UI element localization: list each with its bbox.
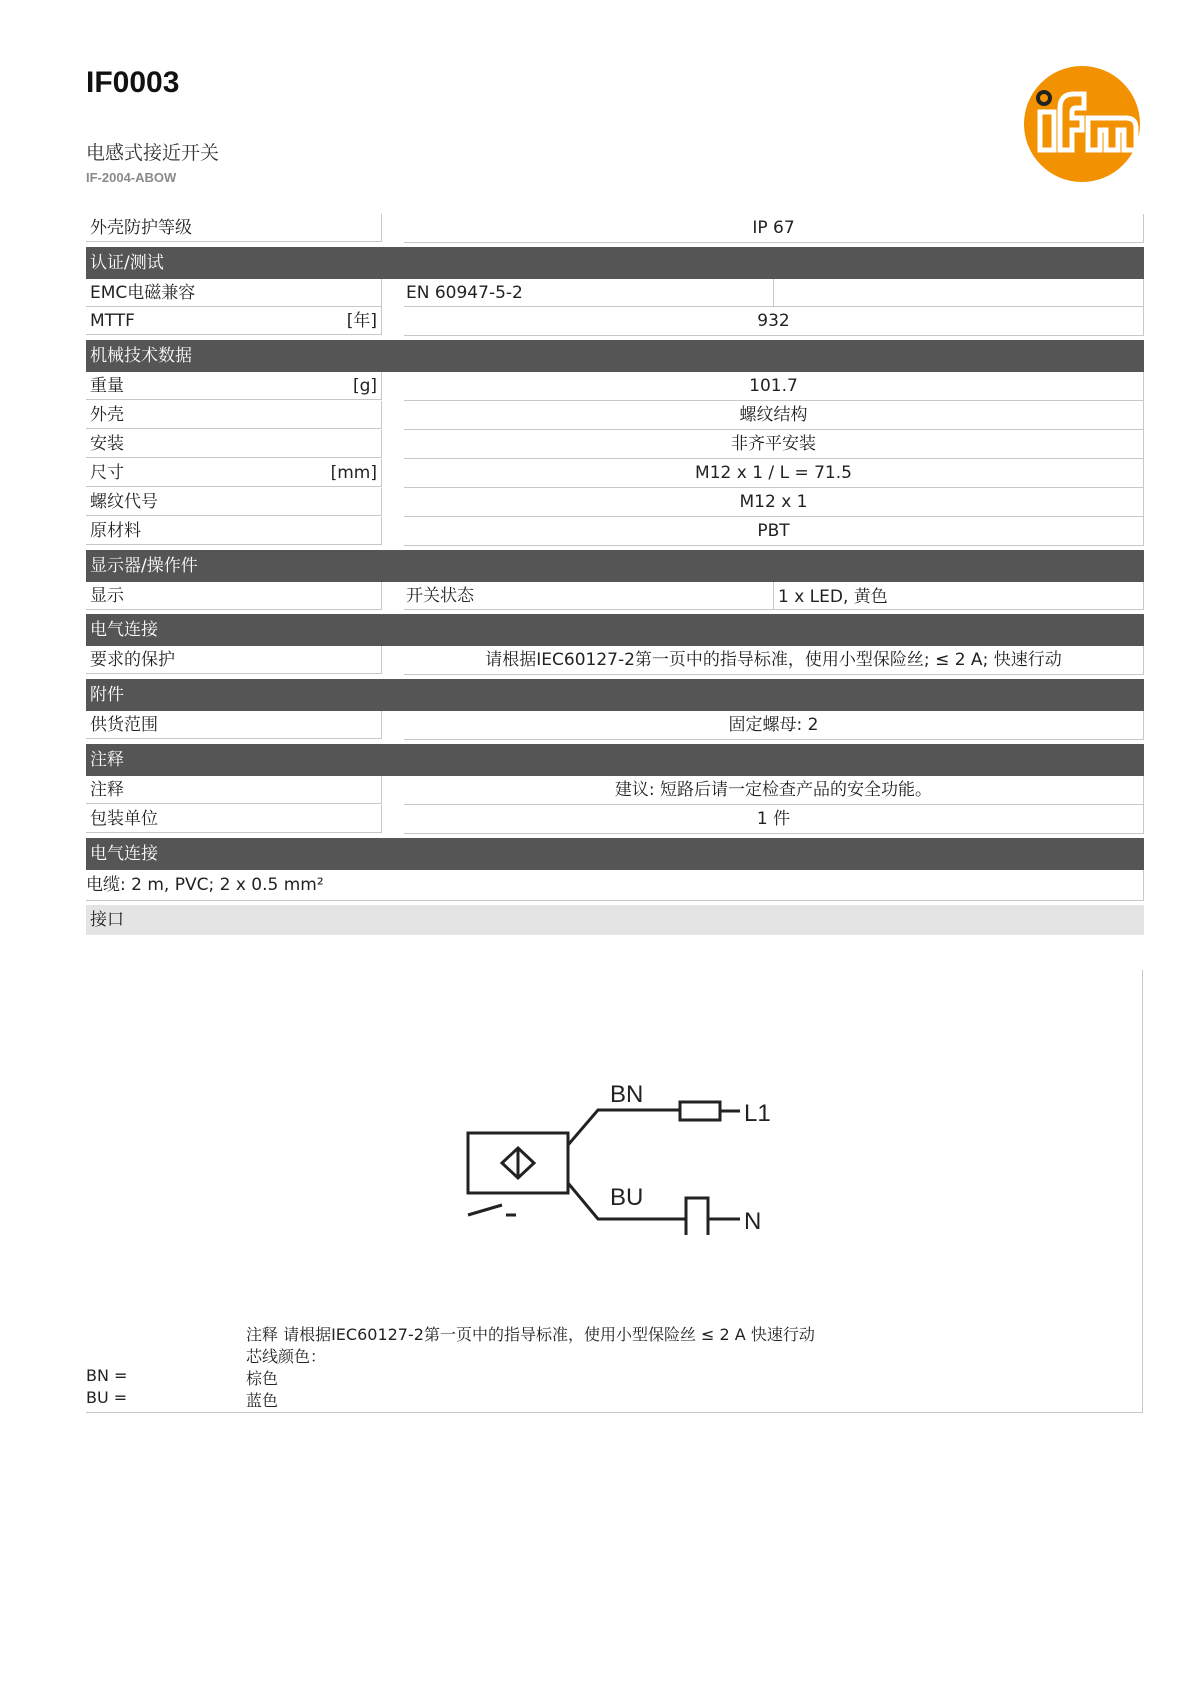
row-mttf <box>86 307 1144 336</box>
row-mounting <box>86 430 1144 459</box>
row-label: 尺寸 <box>90 463 124 483</box>
row-label: 显示 <box>86 582 382 610</box>
row-unit: [mm] <box>330 463 377 483</box>
label-l1: L1 <box>744 1100 771 1127</box>
row-unit: [g] <box>352 376 377 396</box>
load-symbol <box>686 1198 708 1235</box>
footnote-bn-value: 棕色 <box>246 1369 279 1388</box>
row-label: 外壳 <box>90 405 124 425</box>
row-value: 螺纹结构 <box>404 401 1144 430</box>
row-weight <box>86 372 1144 401</box>
ifm-logo <box>1022 64 1142 184</box>
row-label: 要求的保护 <box>86 646 382 674</box>
row-empty <box>774 279 1144 307</box>
row-value: PBT <box>404 517 1144 546</box>
row-thread <box>86 488 1144 517</box>
section-interface: 接口 <box>86 905 1144 935</box>
product-subtitle: 电感式接近开关 <box>86 142 220 164</box>
section-accessories: 附件 <box>86 679 1144 711</box>
row-value: 固定螺母: 2 <box>404 711 1144 740</box>
section-display: 显示器/操作件 <box>86 550 1144 582</box>
label-bu: BU <box>610 1184 644 1211</box>
label-n: N <box>744 1208 762 1235</box>
label-bn: BN <box>610 1081 644 1108</box>
row-value: 请根据IEC60127-2第一页中的指导标准，使用小型保险丝; ≤ 2 A; 快速行动 <box>404 646 1144 675</box>
row-value: IP 67 <box>404 214 1144 243</box>
row-label: EMC电磁兼容 <box>86 279 382 307</box>
cable-spec: 电缆: 2 m, PVC; 2 x 0.5 mm² <box>86 870 1144 901</box>
section-mech: 机械技术数据 <box>86 340 1144 372</box>
row-material <box>86 517 1144 546</box>
row-display <box>86 582 1144 610</box>
row-emc <box>86 279 1144 307</box>
row-protection <box>86 646 1144 675</box>
row-label: 安装 <box>90 434 124 454</box>
footnote-line2: 芯线颜色： <box>246 1347 327 1366</box>
wiring-diagram <box>450 1055 790 1235</box>
row-sublabel: 开关状态 <box>404 582 774 610</box>
footnote-line1: 注释 请根据IEC60127-2第一页中的指导标准，使用小型保险丝 ≤ 2 A 快速行动 <box>246 1325 815 1344</box>
row-label: 包装单位 <box>86 805 382 833</box>
row-label: 注释 <box>86 776 382 804</box>
row-label: 外壳防护等级 <box>86 214 382 242</box>
row-value: M12 x 1 <box>404 488 1144 517</box>
row-note <box>86 776 1144 805</box>
fuse-symbol <box>680 1102 720 1120</box>
footnote-bu-key: BU = <box>86 1388 128 1407</box>
section-electrical: 电气连接 <box>86 614 1144 646</box>
row-dimensions <box>86 459 1144 488</box>
row-value: 1 件 <box>404 805 1144 834</box>
section-notes: 注释 <box>86 744 1144 776</box>
product-title: IF0003 <box>86 66 180 99</box>
row-value: 建议: 短路后请一定检查产品的安全功能。 <box>404 776 1144 805</box>
row-label: 螺纹代号 <box>90 492 158 512</box>
row-value: M12 x 1 / L = 71.5 <box>404 459 1144 488</box>
row-value: EN 60947-5-2 <box>404 279 774 307</box>
row-label: 原材料 <box>90 521 141 541</box>
switch-symbol <box>468 1205 502 1215</box>
section-cert: 认证/测试 <box>86 247 1144 279</box>
row-packaging <box>86 805 1144 834</box>
bn-wire <box>568 1110 680 1145</box>
section-electrical-2: 电气连接 <box>86 838 1144 870</box>
datasheet <box>86 214 1144 935</box>
row-cable <box>86 870 1144 901</box>
row-value: 932 <box>404 307 1144 336</box>
row-scope <box>86 711 1144 740</box>
row-value: 101.7 <box>404 372 1144 401</box>
row-protection-class <box>86 214 1144 243</box>
row-label: MTTF <box>90 311 135 331</box>
row-label: 重量 <box>90 376 124 396</box>
product-code: IF-2004-ABOW <box>86 170 177 185</box>
row-unit: [年] <box>346 311 377 331</box>
footnote-bn-key: BN = <box>86 1366 128 1385</box>
row-value: 1 x LED, 黄色 <box>774 582 1144 610</box>
footnote-bu-value: 蓝色 <box>246 1391 279 1410</box>
row-label: 供货范围 <box>86 711 382 739</box>
row-housing <box>86 401 1144 430</box>
row-value: 非齐平安装 <box>404 430 1144 459</box>
